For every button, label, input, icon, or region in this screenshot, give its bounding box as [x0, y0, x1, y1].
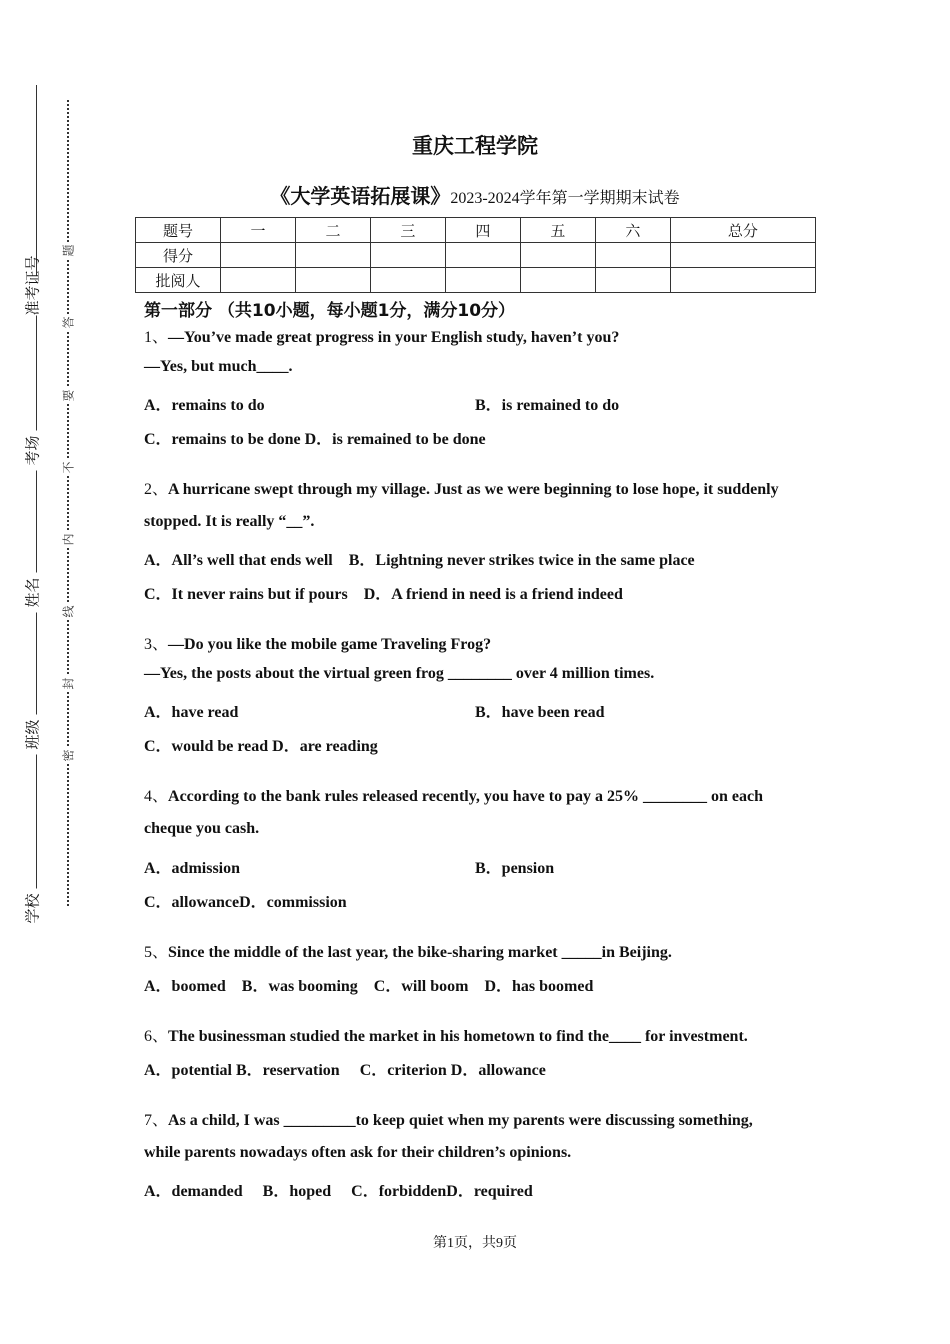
question-4-option-b[interactable]: B．pension	[475, 860, 555, 877]
reviewer-cell	[595, 268, 670, 293]
question-number: 3、	[144, 636, 169, 653]
score-cell	[221, 243, 296, 268]
question-text: —Do you like the mobile game Traveling Frog?	[168, 636, 492, 653]
question-number: 7、	[144, 1112, 169, 1129]
score-table	[135, 217, 816, 293]
score-cell	[295, 243, 370, 268]
table-header-cell: 二	[295, 218, 370, 243]
exam-subtitle	[0, 180, 950, 209]
question-2-stem	[144, 476, 779, 499]
school-title: 重庆工程学院	[412, 134, 538, 158]
question-4-stem	[144, 783, 763, 806]
question-text: As a child, I was _________to keep quiet when my parents were discussing something,	[168, 1112, 753, 1129]
course-title: 《大学英语拓展课》	[270, 184, 451, 208]
question-text: According to the bank rules released recently, you have to pay a 25% ________ on each	[168, 788, 763, 805]
question-1-option-b[interactable]: B．is remained to do	[475, 397, 620, 414]
seal-warning-char: 封	[61, 677, 76, 690]
score-cell	[370, 243, 445, 268]
reviewer-cell	[370, 268, 445, 293]
question-3-line2: —Yes, the posts about the virtual green frog ________ over 4 million times.	[144, 665, 655, 682]
table-header-cell: 六	[595, 218, 670, 243]
question-number: 6、	[144, 1028, 169, 1045]
question-6-stem	[144, 1023, 748, 1046]
table-header-cell: 四	[445, 218, 520, 243]
reviewer-row	[136, 268, 816, 293]
score-cell	[670, 243, 815, 268]
sidebar-label-exam-room: 考场	[22, 431, 43, 471]
question-7-options[interactable]: A．demanded B．hoped C．forbiddenD．required	[144, 1183, 533, 1200]
question-text: A hurricane swept through my village. Just as we were beginning to lose hope, it suddenly	[168, 481, 779, 498]
question-number: 2、	[144, 481, 169, 498]
reviewer-cell	[445, 268, 520, 293]
seal-warning-char: 线	[61, 605, 76, 618]
page-footer: 第1页，共9页	[433, 1236, 517, 1251]
seal-warning-char: 答	[61, 316, 76, 329]
question-text: Since the middle of the last year, the bike-sharing market _____in Beijing.	[168, 944, 672, 961]
question-1-option-cd[interactable]: C．remains to be done D．is remained to be done	[144, 431, 486, 448]
section-title: 第一部分 （共10小题，每小题1分，满分10分）	[144, 301, 516, 321]
score-row	[136, 243, 816, 268]
question-5-options[interactable]: A．boomed B．was booming C．will boom D．has boomed	[144, 978, 594, 995]
question-text: The businessman studied the market in his hometown to find the____ for investment.	[168, 1028, 748, 1045]
question-2-option-cd[interactable]: C．It never rains but if pours D．A friend in need is a friend indeed	[144, 586, 623, 603]
question-3-stem	[144, 631, 491, 654]
seal-warning-char: 题	[61, 244, 76, 257]
question-3-option-b[interactable]: B．have been read	[475, 704, 605, 721]
question-4-option-cd[interactable]: C．allowanceD．commission	[144, 894, 347, 911]
question-number: 5、	[144, 944, 169, 961]
question-text: —You’ve made great progress in your English study, haven’t you?	[168, 329, 620, 346]
question-1-stem	[144, 324, 619, 347]
question-5-stem	[144, 939, 672, 962]
row-label: 批阅人	[136, 268, 221, 293]
binding-line	[36, 85, 37, 925]
row-label: 得分	[136, 243, 221, 268]
seal-dotted-line	[67, 100, 69, 906]
question-3-option-cd[interactable]: C．would be read D．are reading	[144, 738, 378, 755]
question-4-option-a[interactable]: A．admission	[144, 860, 241, 877]
seal-warning-char: 密	[61, 749, 76, 762]
question-4-line2: cheque you cash.	[144, 820, 260, 837]
question-1-line2: —Yes, but much____.	[144, 358, 293, 375]
question-7-line2: while parents nowadays often ask for their children’s opinions.	[144, 1144, 572, 1161]
table-header-cell: 一	[221, 218, 296, 243]
reviewer-cell	[520, 268, 595, 293]
seal-warning-char: 不	[61, 461, 76, 474]
sidebar-label-name: 姓名	[22, 573, 43, 613]
seal-warning-char: 内	[61, 533, 76, 546]
table-header-cell: 三	[370, 218, 445, 243]
seal-warning-char: 要	[61, 389, 76, 402]
sidebar-label-class: 班级	[22, 715, 43, 755]
question-2-option-ab[interactable]: A．All’s well that ends well B．Lightning never strikes twice in the same place	[144, 552, 695, 569]
table-header-cell: 题号	[136, 218, 221, 243]
reviewer-cell	[295, 268, 370, 293]
score-cell	[595, 243, 670, 268]
exam-info: 2023-2024学年第一学期期末试卷	[450, 190, 680, 207]
reviewer-cell	[221, 268, 296, 293]
question-6-options[interactable]: A．potential B．reservation C．criterion D．allowance	[144, 1062, 546, 1079]
sidebar-label-school: 学校	[22, 889, 43, 929]
table-header-cell: 总分	[670, 218, 815, 243]
score-cell	[520, 243, 595, 268]
score-table-header-row	[136, 218, 816, 243]
sidebar-label-exam-id: 准考证号	[22, 276, 43, 316]
question-2-line2: stopped. It is really “__”.	[144, 513, 315, 530]
question-1-option-a[interactable]: A．remains to do	[144, 397, 265, 414]
question-number: 4、	[144, 788, 169, 805]
reviewer-cell	[670, 268, 815, 293]
question-7-stem	[144, 1107, 753, 1130]
question-3-option-a[interactable]: A．have read	[144, 704, 239, 721]
score-cell	[445, 243, 520, 268]
table-header-cell: 五	[520, 218, 595, 243]
question-number: 1、	[144, 329, 169, 346]
